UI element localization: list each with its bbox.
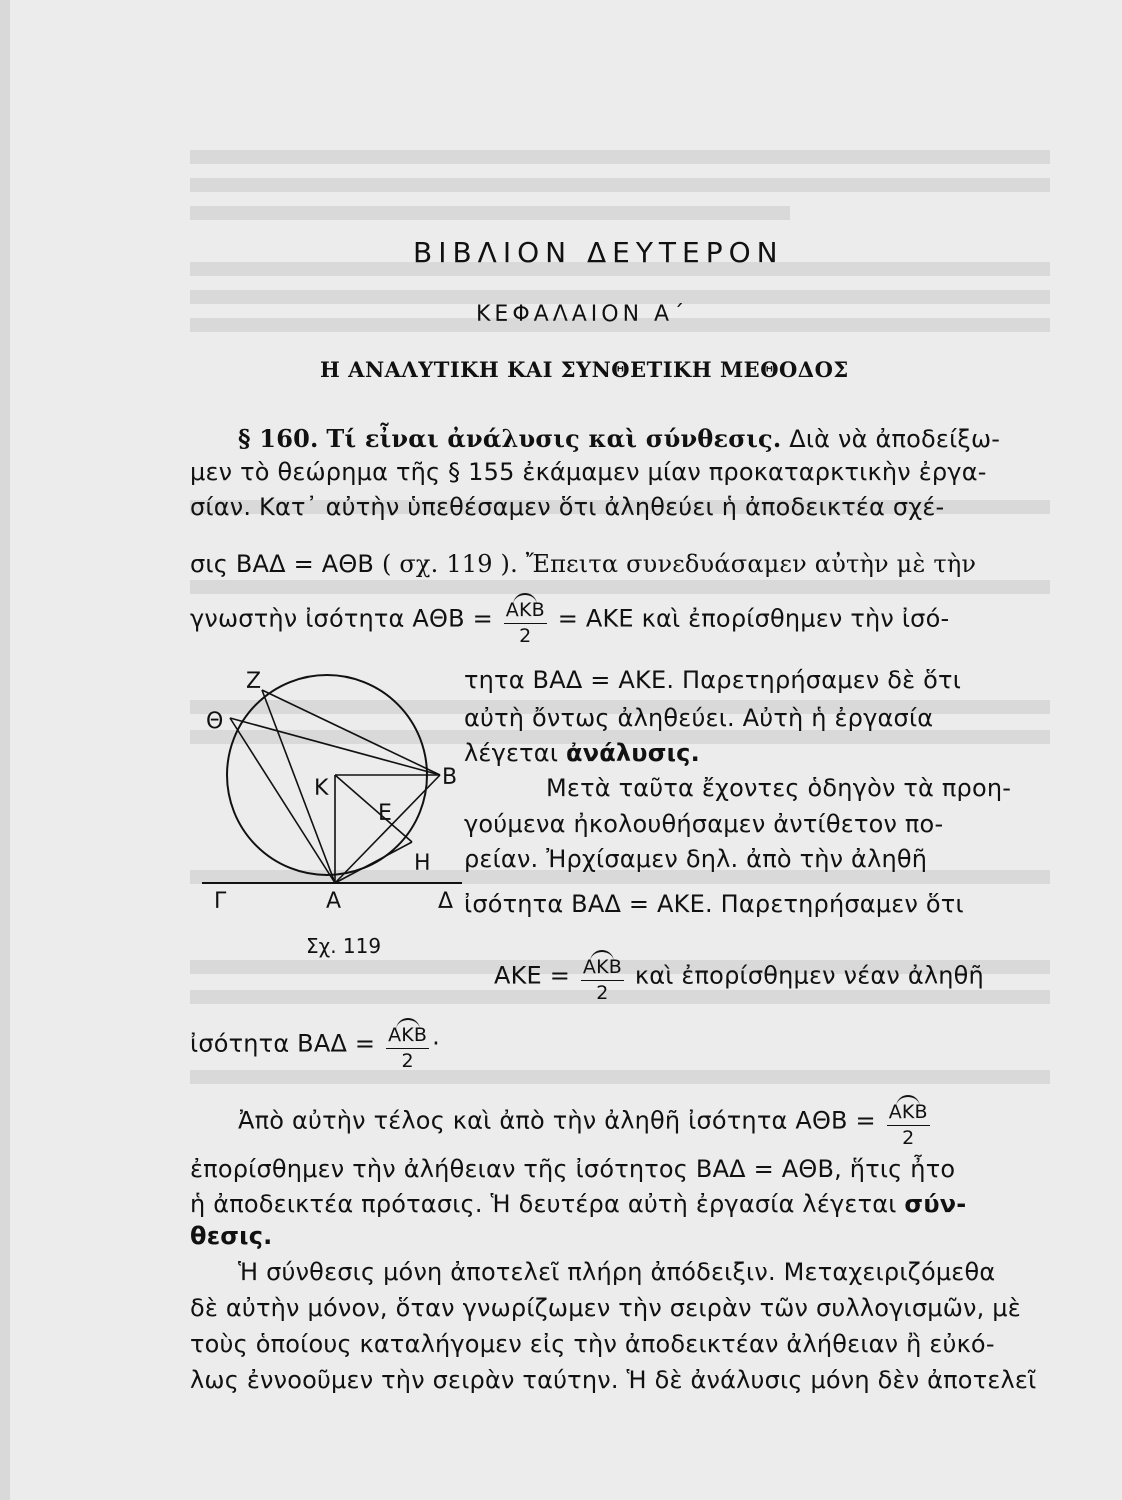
segment-AH xyxy=(335,842,412,883)
line-4: σις ΒΑΔ = ΑΘΒ ( σχ. 119 ). Ἔπειτα συνεδυάσαμεν αὐτὴν μὲ τὴν xyxy=(190,550,977,578)
section-number: § 160. xyxy=(238,424,319,453)
line-15: Ἀπὸ αὐτὴν τέλος καὶ ἀπὸ τὴν ἀληθῆ ἰσότητα ΑΘΒ = $\frac{\text{ΑΚΒ}}{2}$ xyxy=(238,1095,933,1148)
line-7: αὐτὴ ὄντως ἀληθεύει. Αὐτὴ ἡ ἐργασία xyxy=(464,704,934,732)
line-5: γνωστὴν ἰσότητα ΑΘΒ = $\frac{\text{ΑΚΒ}}{2}$ = ΑΚΕ καὶ ἐπορίσθημεν τὴν ἰσό- xyxy=(190,593,949,646)
label-A: Α xyxy=(326,889,342,914)
line-10: γούμενα ἠκολουθήσαμεν ἀντίθετον πο- xyxy=(464,810,944,838)
label-K: Κ xyxy=(314,776,329,801)
line-3: σίαν. Κατ᾽ αὐτὴν ὑπεθέσαμεν ὅτι ἀληθεύει ἡ ἀποδεικτέα σχέ- xyxy=(190,493,945,521)
line-6: τητα ΒΑΔ = ΑΚΕ. Παρετηρήσαμεν δὲ ὅτι xyxy=(464,666,962,694)
label-B: Β xyxy=(442,765,458,790)
section-heading: Τί εἶναι ἀνάλυσις καὶ σύνθεσις. xyxy=(326,424,782,453)
line-13: ΑΚΕ = $\frac{\text{ΑΚΒ}}{2}$ καὶ ἐπορίσθημεν νέαν ἀληθῆ xyxy=(494,950,984,1003)
label-Theta: Θ xyxy=(206,709,224,734)
line-2: μεν τὸ θεώρημα τῆς § 155 ἐκάμαμεν μίαν προκαταρκτικὴν ἐργα- xyxy=(190,458,987,486)
figure-119 xyxy=(202,660,472,914)
label-Gamma: Γ xyxy=(214,889,227,914)
line-19: Ἡ σύνθεσις μόνη ἀποτελεῖ πλήρη ἀπόδειξιν. Μεταχειριζόμεθα xyxy=(238,1258,996,1286)
book-page xyxy=(10,0,1122,1500)
label-E: Ε xyxy=(378,801,392,826)
section-title: Η ΑΝΑΛΥΤΙΚΗ ΚΑΙ ΣΥΝΘΕΤΙΚΗ ΜΕΘΟΔΟΣ xyxy=(320,357,849,382)
label-H: Η xyxy=(414,851,431,876)
line-16: ἐπορίσθημεν τὴν ἀλήθειαν τῆς ἰσότητος ΒΑΔ = ΑΘΒ, ἥτις ἦτο xyxy=(190,1155,956,1183)
line-12: ἰσότητα ΒΑΔ = ΑΚΕ. Παρετηρήσαμεν ὅτι xyxy=(464,890,964,918)
line-22: λως ἐννοοῦμεν τὴν σειρὰν ταύτην. Ἡ δὲ ἀνάλυσις μόνη δὲν ἀποτελεῖ xyxy=(190,1366,1037,1394)
line-14: ἰσότητα ΒΑΔ = $\frac{\text{ΑΚΒ}}{2}$ · xyxy=(190,1018,440,1071)
book-title: ΒΙΒΛΙΟΝ ΔΕΥΤΕΡΟΝ xyxy=(413,236,784,269)
chapter-title: ΚΕΦΑΛΑΙΟΝ Α΄ xyxy=(476,302,689,327)
segment-KH xyxy=(335,775,412,842)
line-8: λέγεται ἀνάλυσις. xyxy=(464,739,700,767)
line-9: Μετὰ ταῦτα ἔχοντες ὁδηγὸν τὰ προη- xyxy=(546,774,1012,802)
line-17: ἡ ἀποδεικτέα πρότασις. Ἡ δευτέρα αὐτὴ ἐργασία λέγεται σύν- xyxy=(190,1190,967,1218)
line-21: τοὺς ὁποίους καταλήγομεν εἰς τὴν ἀποδεικτέαν ἀλήθειαν ἢ εὐκό- xyxy=(190,1330,995,1358)
figure-caption: Σχ. 119 xyxy=(306,934,382,958)
fraction: $\frac{\text{ΑΚΒ}}{2}$ xyxy=(504,593,547,646)
line-20: δὲ αὐτὴν μόνον, ὅταν γνωρίζωμεν τὴν σειρὰν τῶν συλλογισμῶν, μὲ xyxy=(190,1294,1021,1322)
label-Z: Ζ xyxy=(246,669,262,694)
line-1: § 160. Τί εἶναι ἀνάλυσις καὶ σύνθεσις. Διὰ νὰ ἀποδείξω- xyxy=(238,424,1001,453)
line-11: ρείαν. Ἠρχίσαμεν δηλ. ἀπὸ τὴν ἀληθῆ xyxy=(464,845,928,873)
line-18: θεσις. xyxy=(190,1222,273,1250)
label-Delta: Δ xyxy=(438,889,454,914)
